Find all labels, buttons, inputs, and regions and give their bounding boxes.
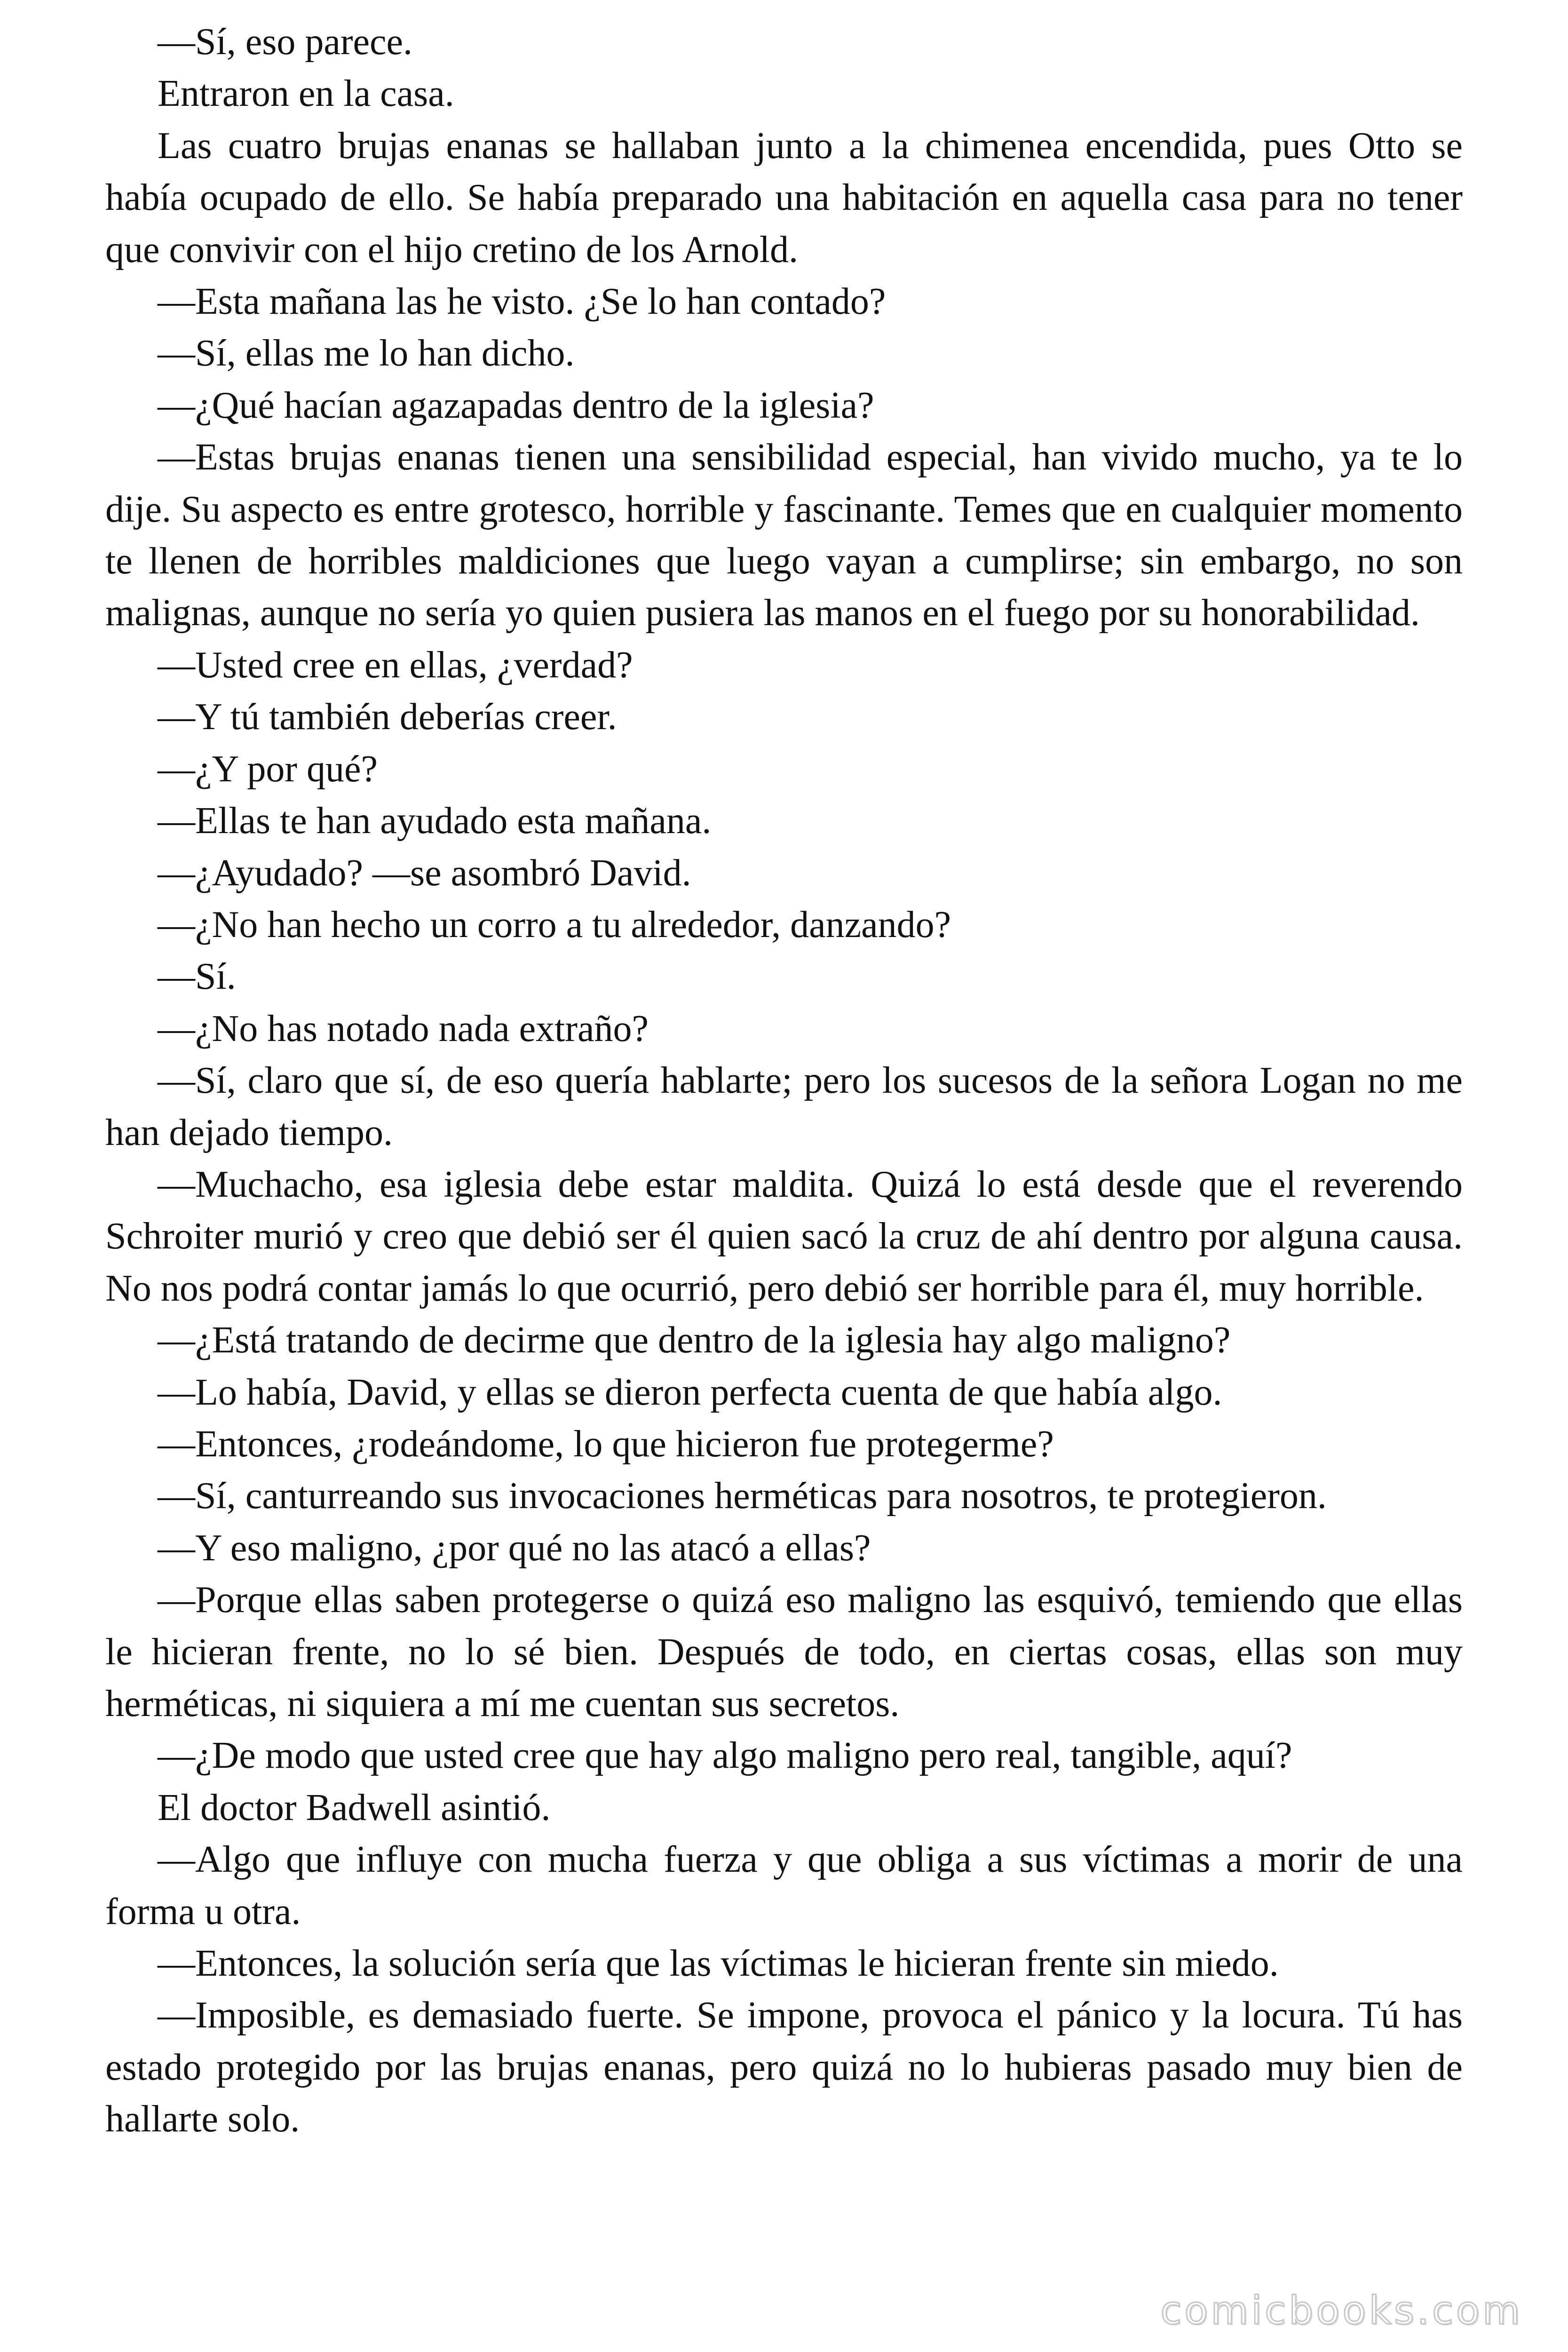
paragraph: —Algo que influye con mucha fuerza y que obliga a sus víctimas a morir de una forma u otra. <box>105 1839 1463 1932</box>
paragraph: —Usted cree en ellas, ¿verdad? <box>158 644 633 686</box>
paragraph: —¿No han hecho un corro a tu alrededor, danzando? <box>158 904 951 946</box>
paragraph: —Sí, canturreando sus invocaciones herméticas para nosotros, te protegieron. <box>158 1475 1327 1517</box>
paragraph: —¿Y por qué? <box>158 748 378 790</box>
paragraph: —¿No has notado nada extraño? <box>158 1008 649 1049</box>
paragraph: —Lo había, David, y ellas se dieron perfecta cuenta de que había algo. <box>158 1371 1222 1413</box>
paragraph: —Y tú también deberías creer. <box>158 696 617 738</box>
paragraph: El doctor Badwell asintió. <box>158 1787 551 1828</box>
paragraph: —Sí, ellas me lo han dicho. <box>158 333 575 374</box>
paragraph: —Estas brujas enanas tienen una sensibilidad especial, han vivido mucho, ya te lo dije. Su aspecto es entre grotesco, horrible y fascinante. Temes que en cualquier momento te llenen de horribles maldiciones que luego vayan a cumplirse; sin embargo, no son malignas, aunque no sería yo quien pusiera las manos en el fuego por su honorabilidad. <box>105 437 1463 634</box>
paragraph: —Muchacho, esa iglesia debe estar maldita. Quizá lo está desde que el reverendo Schroiter murió y creo que debió ser él quien sacó la cruz de ahí dentro por alguna causa. No nos podrá contar jamás lo que ocurrió, pero debió ser horrible para él, muy horrible. <box>105 1163 1463 1309</box>
paragraph: —Ellas te han ayudado esta mañana. <box>158 800 712 842</box>
paragraph: —Sí. <box>158 956 236 998</box>
paragraph: —Entonces, la solución sería que las víctimas le hicieran frente sin miedo. <box>158 1943 1279 1985</box>
paragraph: Entraron en la casa. <box>158 73 454 115</box>
paragraph: —¿De modo que usted cree que hay algo maligno pero real, tangible, aquí? <box>158 1735 1292 1777</box>
paragraph: —¿Está tratando de decirme que dentro de la iglesia hay algo maligno? <box>158 1319 1231 1361</box>
paragraph: Las cuatro brujas enanas se hallaban junto a la chimenea encendida, pues Otto se había ocupado de ello. Se había preparado una habitación en aquella casa para no tener que convivir con el hijo cretino de los Arnold. <box>105 125 1463 270</box>
paragraph: —¿Ayudado? —se asombró David. <box>158 852 691 894</box>
paragraph: —Porque ellas saben protegerse o quizá eso maligno las esquivó, temiendo que ellas le hicieran frente, no lo sé bien. Después de todo, en ciertas cosas, ellas son muy herméticas, ni siquiera a mí me cuentan sus secretos. <box>105 1579 1463 1724</box>
paragraph: —¿Qué hacían agazapadas dentro de la iglesia? <box>158 384 874 426</box>
page-body <box>105 16 1463 2145</box>
paragraph: —Sí, claro que sí, de eso quería hablarte; pero los sucesos de la señora Logan no me han dejado tiempo. <box>105 1060 1463 1153</box>
paragraph: —Entonces, ¿rodeándome, lo que hicieron fue protegerme? <box>158 1423 1054 1465</box>
paragraph: —Imposible, es demasiado fuerte. Se impone, provoca el pánico y la locura. Tú has estado protegido por las brujas enanas, pero quizá no lo hubieras pasado muy bien de hallarte solo. <box>105 1994 1463 2140</box>
paragraph: —Sí, eso parece. <box>158 21 413 63</box>
watermark: comicbooks.com <box>1160 2288 1523 2333</box>
paragraph: —Esta mañana las he visto. ¿Se lo han contado? <box>158 281 886 323</box>
paragraph: —Y eso maligno, ¿por qué no las atacó a ellas? <box>158 1527 871 1569</box>
